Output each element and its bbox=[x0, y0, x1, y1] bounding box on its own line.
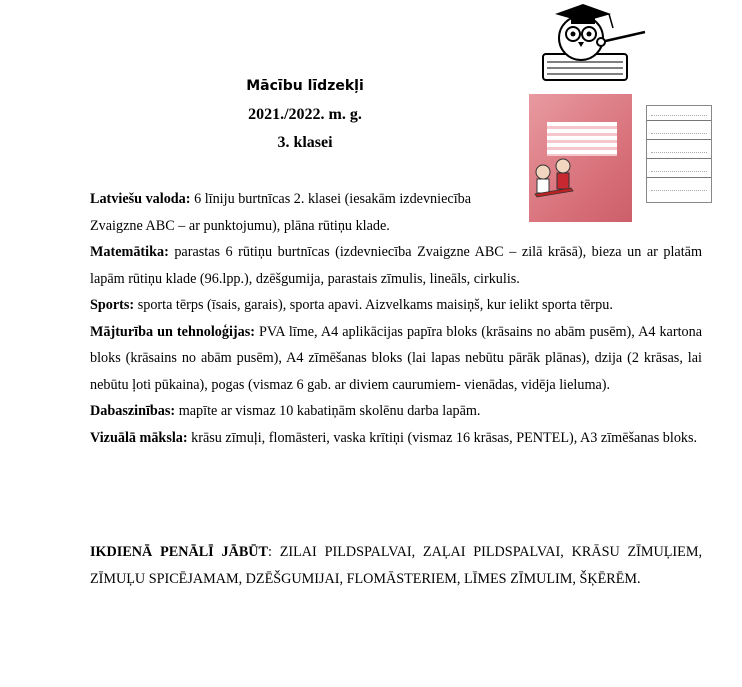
grade-label: 3. klasei bbox=[277, 134, 333, 151]
subject-visual-art: Vizuālā māksla: krāsu zīmuļi, flomāsteri, vaska krītiņi (vismaz 16 krāsas, PENTEL), A3 zīmēšanas bloks. bbox=[90, 429, 698, 446]
pencil-case-note bbox=[90, 539, 702, 592]
subject-latvian: Latviešu valoda: 6 līniju burtnīcas 2. klasei (iesakām izdevniecība Zvaigzne ABC – ar punktojumu), plāna rūtiņu klade. bbox=[90, 191, 472, 234]
school-year: 2021./2022. m. g. bbox=[248, 106, 362, 123]
pencil-case-label: IKDIENĀ PENĀLĪ JĀBŪT bbox=[90, 544, 268, 560]
supplies-list bbox=[90, 186, 702, 451]
owl-teacher-icon bbox=[533, 2, 653, 88]
subject-sports: Sports: sporta tērps (īsais, garais), sporta apavi. Aizvelkams maisiņš, kur ielikt sporta tērpu. bbox=[90, 297, 613, 313]
subject-home-economics: Mājturība un tehnoloģijas: PVA līme, A4 aplikācijas papīra bloks (krāsains no abām pusēm), A4 kartona bloks (krāsains no abām pusēm), A4 zīmēšanas bloks (lai lapas nebūtu pārāk plānas), dzija (2 krāsas, lai nebūtu ļoti pūkaina), pogas (vismaz 6 gab. ar diviem caurumiem- vienādas, vidēja lieluma). bbox=[90, 323, 702, 393]
subject-science: Dabaszinības: mapīte ar vismaz 10 kabatiņām skolēnu darba lapām. bbox=[90, 403, 481, 419]
page-title: Mācību līdzekļi bbox=[246, 78, 364, 94]
subject-math: Matemātika: parastas 6 rūtiņu burtnīcas (izdevniecība Zvaigzne ABC – zilā krāsā), bieza un ar platām lapām rūtiņu klade (96.lpp.), dzēšgumija, parastais zīmulis, lineāls, cirkulis. bbox=[90, 244, 702, 287]
pencil-case-items: : ZILAI PILDSPALVAI, ZAĻAI PILDSPALVAI, KRĀSU ZĪMUĻIEM, ZĪMUĻU SPICĒJAMAM, DZĒŠGUMIJAI, FLOMĀSTERIEM, LĪMES ZĪMULIM, ŠĶĒRĒM. bbox=[90, 544, 702, 587]
